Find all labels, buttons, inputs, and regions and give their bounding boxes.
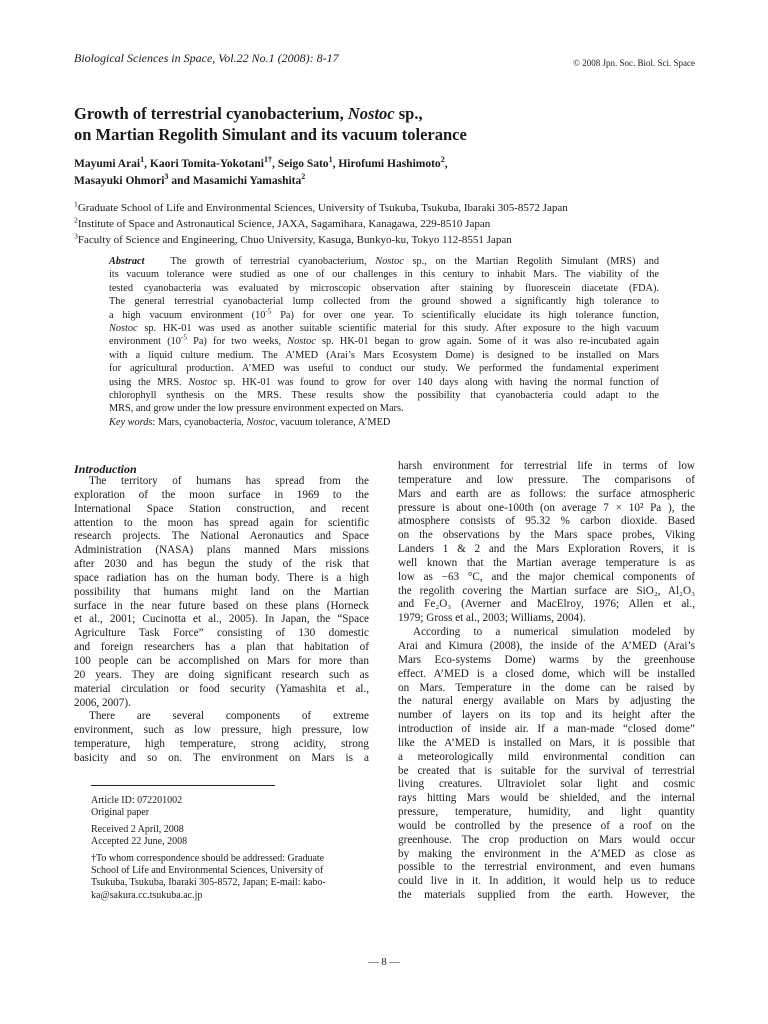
affiliation-2: $^2$Institute of Space and Astronautical Science, JAXA, Sagamihara, Kanagawa, 229-8510 Japan [74,215,491,230]
affiliation-3: $^3$Faculty of Science and Engineering, Chuo University, Kasuga, Bunkyo-ku, Tokyo 112-8551 Japan [74,231,512,246]
abstract-label: Abstract [109,256,145,267]
author-list: Mayumi Arai$^1$, Kaori Tomita-Yokotani$^{1\dagger}$, Seigo Sato$^1$, Hirofumi Hashimoto$^2$, Masayuki Ohmori$^3$ and Masamichi Yamashita$^2$ [74,155,448,187]
copyright-notice: © 2008 Jpn. Soc. Biol. Sci. Space [573,58,695,68]
page-number: — 8 — [368,957,400,968]
footnote-divider [91,785,275,786]
article-footnote: Article ID: 072201002 Original paper Received 2 April, 2008 Accepted 22 June, 2008 †To whom correspondence should be addressed: Graduate School of Life and Environmental Sciences, University of Tsukuba, Tsukuba, Ibaraki 305-8572, Japan; E-mail: kabo- ka@sakura.cc.tsukuba.ac.jp [91,795,326,901]
paper-title: Growth of terrestrial cyanobacterium, Nostoc sp., on Martian Regolith Simulant and its vacuum tolerance [74,104,467,144]
journal-citation: Biological Sciences in Space, Vol.22 No.1 (2008): 8-17 [74,51,339,65]
abstract: Abstract The growth of terrestrial cyanobacterium, Nostoc sp., on the Martian Regolith Simulant (MRS) and its vacuum tolerance were studied as one of our challenges in this century to inhabit Mars. The viability of the tested cyanobacteria was evaluated by microscopic observation after staining by fluorescein diacetate (FDA). The general terrestrial cyanobacterial lump collected from the ground showed a significantly high tolerance to a high vacuum environment ($10^{-5}$ Pa) for over one year. To scientifically elucidate its high tolerance function, Nostoc sp. HK-01 was used as another suitable scientific material for this study. After exposure to the high vacuum environment ($10^{-5}$ Pa) for two weeks, Nostoc sp. HK-01 began to grow again. Some of it was also re-incubated again with a liquid culture medium. The A’MED (Arai’s Mars Ecosystem Dome) is designed to be installed on Mars for agricultural production. A’MED was useful to conduct our study. We performed the fundamental experiment using the MRS. Nostoc sp. HK-01 was found to grow for over 140 days along with having the normal function of chlorophyll synthesis on the MRS. These results show the possibility that cyanobacteria could adapt to the MRS, and grow under the low pressure environment expected on Mars. Key words: Mars, cyanobacteria, Nostoc, vacuum tolerance, A’MED [109,256,660,428]
affiliations [74,200,694,248]
affiliation-1: $^1$Graduate School of Life and Environmental Sciences, University of Tsukuba, Tsukuba, Ibaraki 305-8572 Japan [74,199,568,214]
section-heading-introduction: Introduction [74,462,137,476]
keywords: Key words: Mars, cyanobacteria, Nostoc, vacuum tolerance, A’MED [109,416,391,428]
body-column-right: harsh environment for terrestrial life in terms of low temperature and low pressure. The comparisons of Mars and earth are as follows: the surface atmospheric pressure is about one-100th (on average 7 × 10² Pa ), the atmosphere consists of 95.32 % carbon dioxide. Based on the observations by the Mars space probes, Viking Landers 1 & 2 and the Mars Exploration Rovers, it is well known that the Martian average temperature is as low as −63 °C, and the major chemical components of the regolith covering the Martian surface are SiO₂, Al₂O₃ and Fe₂O₃ (Averner and MacElroy, 1976; Allen et al., 1979; Gross et al., 2003; Williams, 2004). According to a numerical simulation modeled by Arai and Kimura (2008), the inside of the A’MED (Arai’s Mars Eco-systems Dome) warms by the greenhouse effect. A’MED is a closed dome, which will be installed on Mars. Temperature in the dome can be raised by the natural energy available on Mars by adjusting the number of layers on its top and its height after the introduction of inside air. If a man-made “closed dome” like the A’MED is installed on Mars, it is possible that a meteorologically mild environmental condition can be created that is suitable for the survival of terrestrial living creatures. Ultraviolet solar light and cosmic rays hitting Mars would be shielded, and the internal pressure, temperature, humidity, and light quantity would be controlled by the presence of a roof on the greenhouse. The crop production on Mars would occur by making the environment in the A’MED as close as possible to the terrestrial environment, and even humans could live in it. In addition, it would help us to reduce the materials supplied from the earth. However, the [398,460,695,902]
body-column-left: The territory of humans has spread from the exploration of the moon surface in 1969 to the International Space Station construction, and recent attention to the moon has spread again for scientific research projects. The National Aeronautics and Space Administration (NASA) plans manned Mars missions after 2030 and has begun the study of the risk that space radiation has on the human body. There is a high possibility that humans might land on the Martian surface in the near future based on these plans (Horneck et al., 2001; Cucinotta et al., 2005). In Japan, the “Space Agriculture Task Force” consisting of 130 domestic and foreign researchers has a plan that habitation of 100 people can be accomplished on Mars for more than 20 years. They are doing significant research such as material circulation or food security (Yamashita et al., 2006, 2007). There are several components of extreme environment, such as low pressure, high pressure, low temperature, high temperature, strong acidity, strong basicity and so on. The environment on Mars is a [74,475,369,764]
